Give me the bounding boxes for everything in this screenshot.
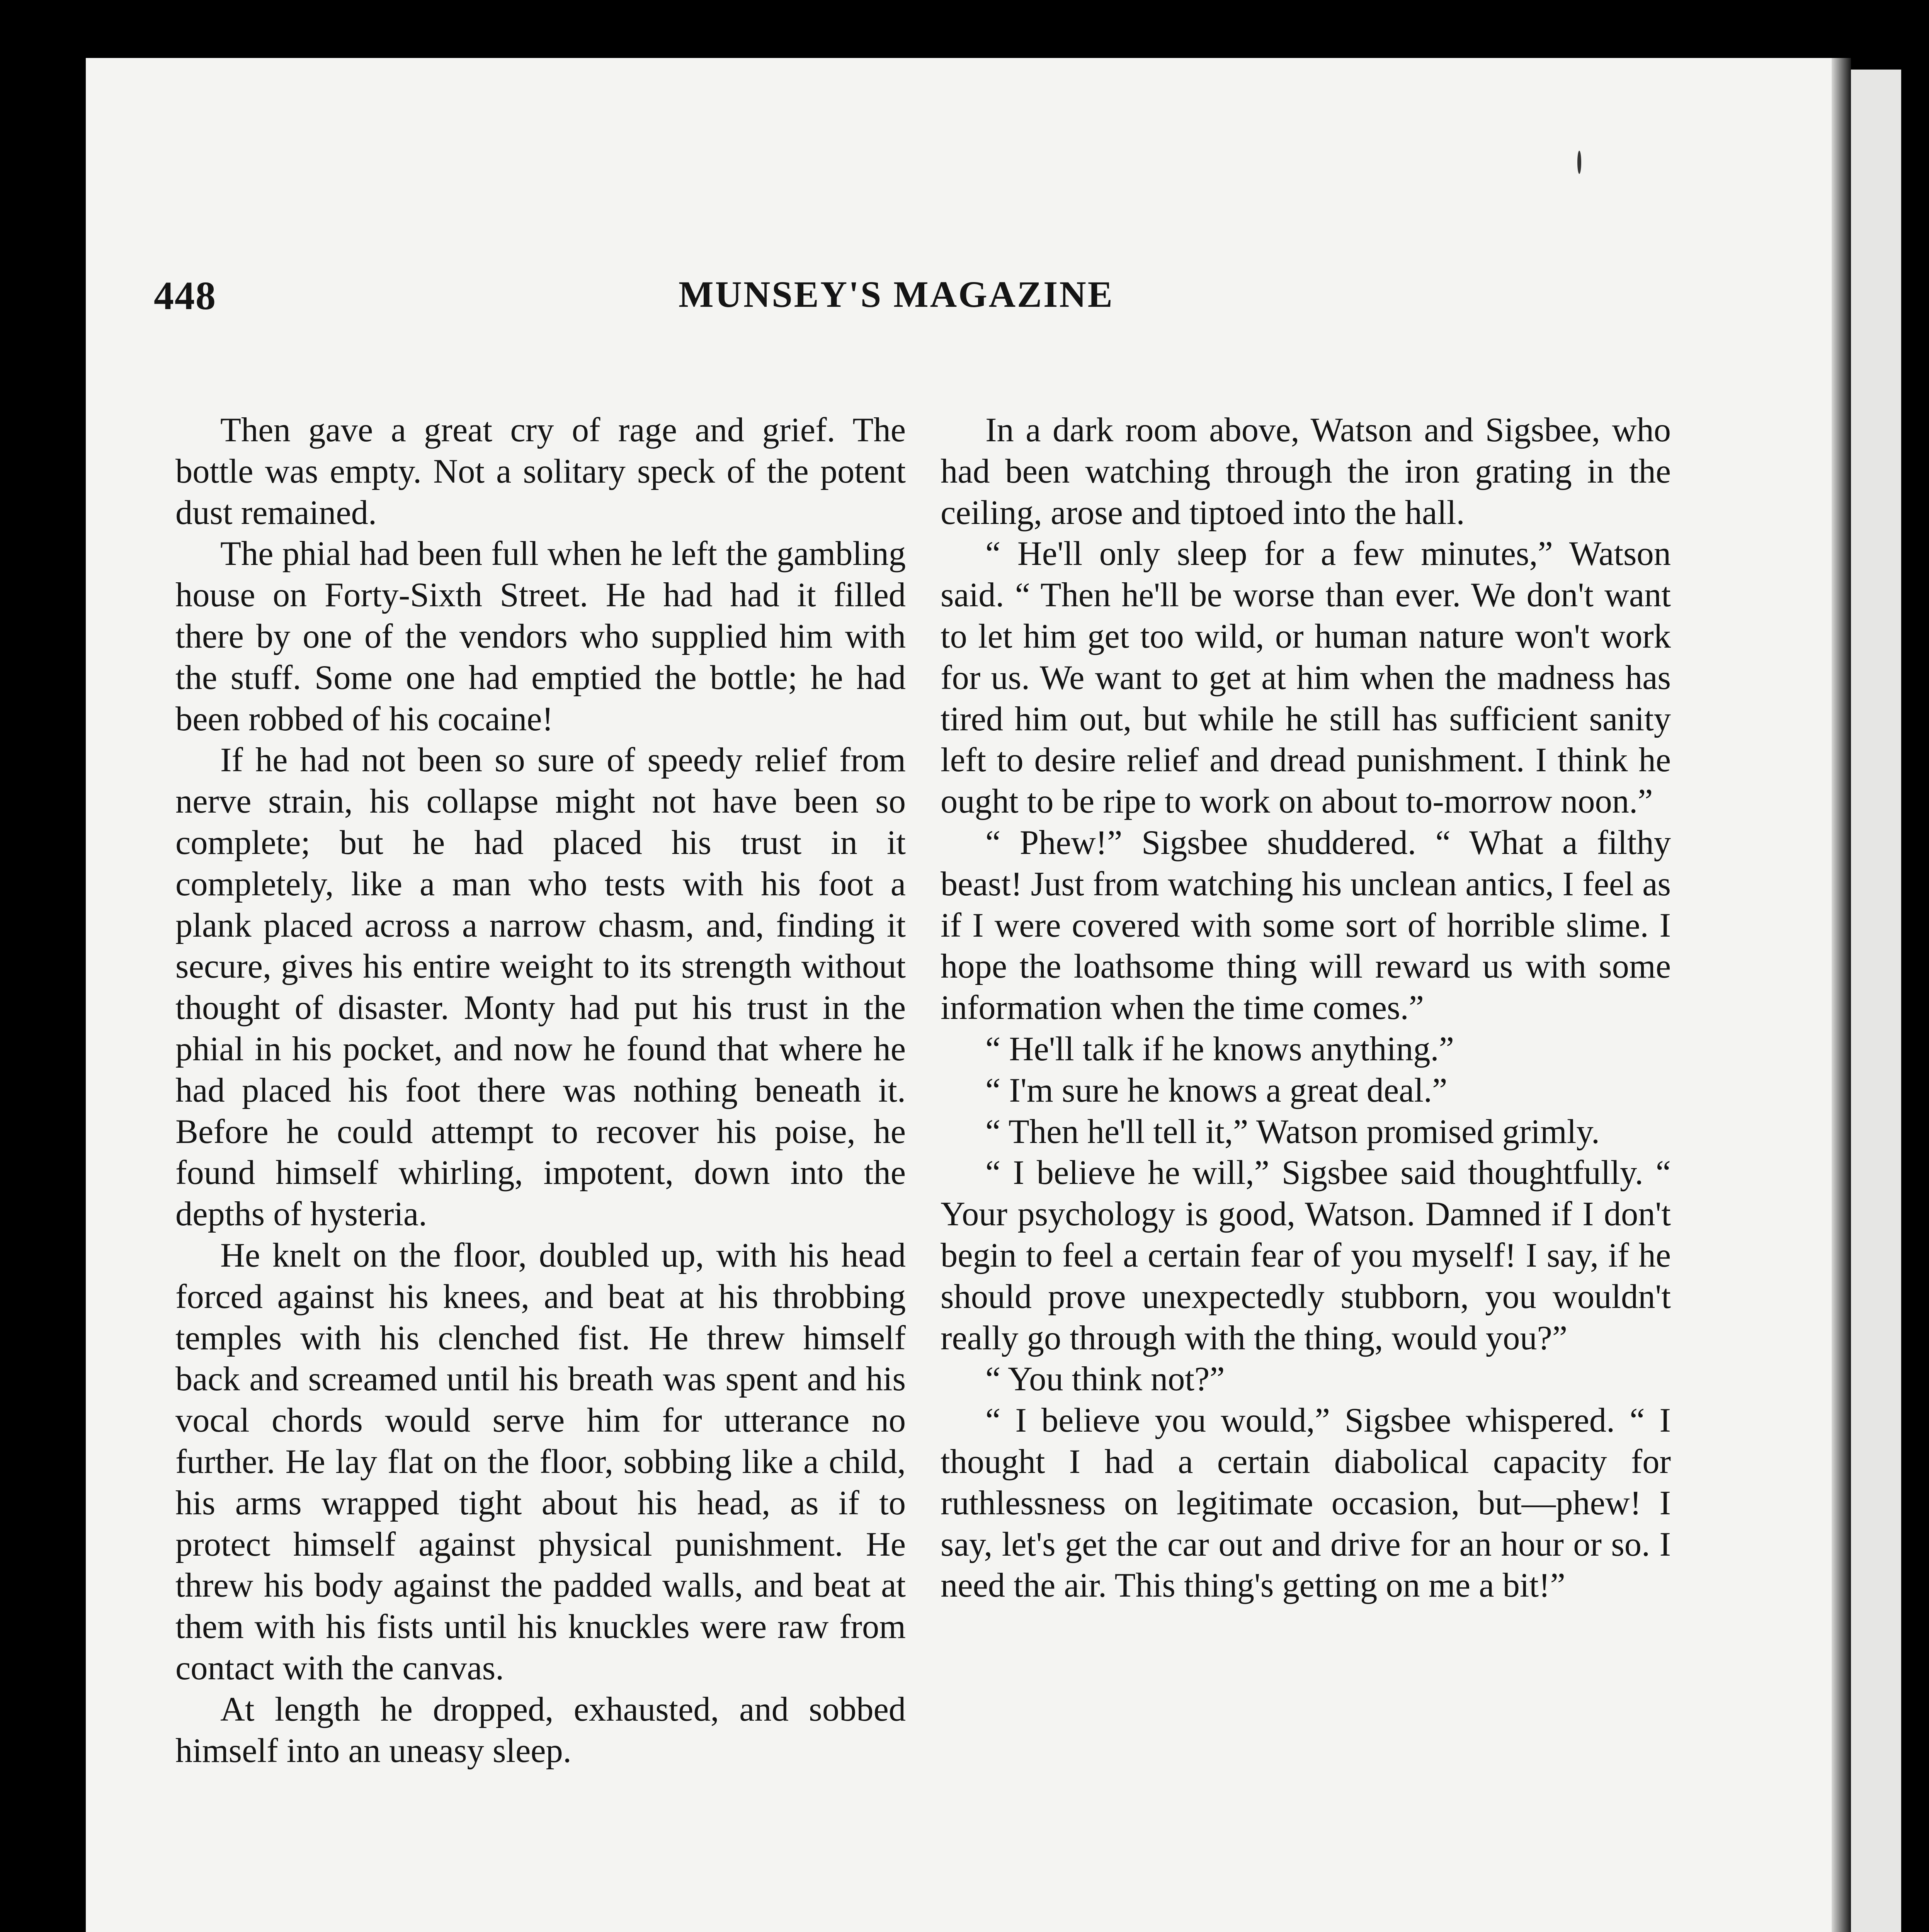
paragraph: “ I believe you would,” Sigsbee whispered. “ I thought I had a certain diabolical capacity for ruthlessness on legitimate occasion, but—phew! I say, let's get the car out and drive for an hour or so. I need the air. This thing's getting on me a bit!” (941, 1401, 1671, 1605)
paragraph: “ You think not?” (985, 1360, 1225, 1398)
paragraph: At length he dropped, exhausted, and sobbed himself into an uneasy sleep. (175, 1690, 906, 1770)
paragraph: “ Phew!” Sigsbee shuddered. “ What a filthy beast! Just from watching his unclean antics, I feel as if I were covered with some sort of horrible slime. I hope the loathsome thing will reward us with some information when the time comes.” (941, 823, 1671, 1027)
left-column (175, 410, 906, 1771)
paragraph: “ Then he'll tell it,” Watson promised grimly. (985, 1112, 1600, 1151)
page-gutter-shadow (1832, 58, 1851, 1932)
page-number: 448 (154, 274, 216, 318)
paragraph: The phial had been full when he left the gambling house on Forty-Sixth Street. He had had it filled there by one of the vendors who supplied him with the stuff. Some one had emptied the bottle; he had been robbed of his cocaine! (175, 535, 906, 738)
paragraph: If he had not been so sure of speedy relief from nerve strain, his collapse might not have been so complete; but he had placed his trust in it completely, like a man who tests with his foot a plank placed across a narrow chasm, and, finding it secure, gives his entire weight to its strength without thought of disaster. Monty had put his trust in the phial in his pocket, and now he found that where he had placed his foot there was nothing beneath it. Before he could attempt to recover his poise, he found himself whirling, impotent, down into the depths of hysteria. (175, 741, 906, 1233)
magazine-page (86, 58, 1851, 1932)
running-head: MUNSEY'S MAGAZINE (679, 274, 1114, 315)
paragraph: “ He'll talk if he knows anything.” (985, 1030, 1454, 1068)
print-speck (1577, 151, 1581, 174)
right-column (941, 410, 1671, 1606)
adjacent-page-edge (1851, 70, 1901, 1932)
paragraph: “ I'm sure he knows a great deal.” (985, 1071, 1448, 1109)
paragraph: He knelt on the floor, doubled up, with his head forced against his knees, and beat at his throbbing temples with his clenched fist. He threw himself back and screamed until his breath was spent and his vocal chords would serve him for utterance no further. He lay flat on the floor, sobbing like a child, his arms wrapped tight about his head, as if to protect himself against physical punishment. He threw his body against the padded walls, and beat at them with his fists until his knuckles were raw from contact with the canvas. (175, 1236, 906, 1687)
paragraph: Then gave a great cry of rage and grief. The bottle was empty. Not a solitary speck of the potent dust remained. (175, 411, 906, 532)
paragraph: In a dark room above, Watson and Sigsbee, who had been watching through the iron grating in the ceiling, arose and tiptoed into the hall. (941, 411, 1671, 532)
paragraph: “ He'll only sleep for a few minutes,” Watson said. “ Then he'll be worse than ever. We don't want to let him get too wild, or human nature won't work for us. We want to get at him when the madness has tired him out, but while he still has sufficient sanity left to desire relief and dread punishment. I think he ought to be ripe to work on about to-morrow noon.” (941, 535, 1671, 821)
paragraph: “ I believe he will,” Sigsbee said thoughtfully. “ Your psychology is good, Watson. Damned if I don't begin to feel a certain fear of you myself! I say, if he should prove unexpectedly stubborn, you wouldn't really go through with the thing, would you?” (941, 1154, 1671, 1357)
